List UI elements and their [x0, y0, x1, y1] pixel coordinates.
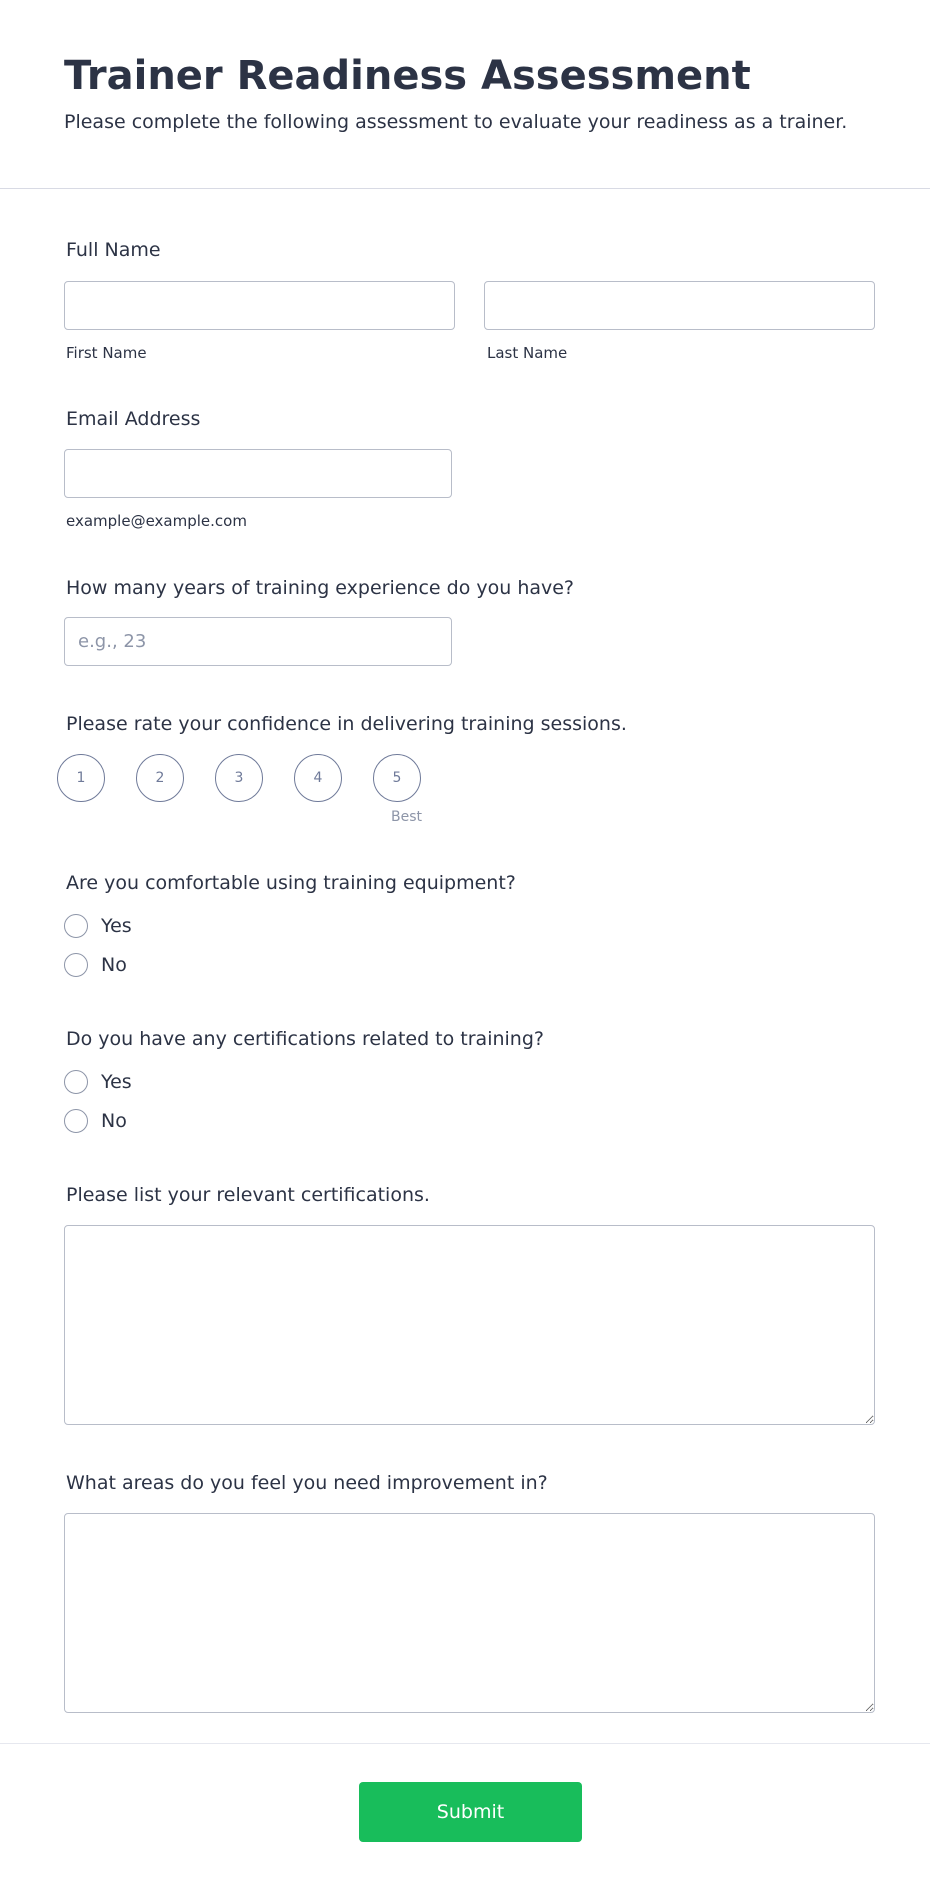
last-name-input[interactable]	[484, 281, 875, 330]
equipment-yes-label: Yes	[101, 915, 132, 937]
certifications-label: Do you have any certifications related to training?	[66, 1028, 544, 1050]
first-name-sublabel: First Name	[66, 344, 147, 362]
radio-circle-icon[interactable]	[64, 1070, 88, 1094]
email-label: Email Address	[66, 408, 201, 430]
radio-circle-icon[interactable]	[64, 914, 88, 938]
improvement-textarea[interactable]	[64, 1513, 875, 1713]
rating-option-4[interactable]: 4	[294, 754, 342, 802]
last-name-sublabel: Last Name	[487, 344, 568, 362]
radio-circle-icon[interactable]	[64, 1109, 88, 1133]
email-sublabel: example@example.com	[66, 512, 247, 530]
experience-label: How many years of training experience do you have?	[66, 577, 575, 599]
rating-option-3[interactable]: 3	[215, 754, 263, 802]
full-name-label: Full Name	[66, 239, 161, 261]
equipment-label: Are you comfortable using training equipment?	[66, 872, 516, 894]
first-name-input[interactable]	[64, 281, 455, 330]
rating-option-1[interactable]: 1	[57, 754, 105, 802]
form-subtitle: Please complete the following assessment to evaluate your readiness as a trainer.	[64, 111, 848, 133]
improvement-label: What areas do you feel you need improvement in?	[66, 1472, 548, 1494]
rating-option-2[interactable]: 2	[136, 754, 184, 802]
equipment-no-label: No	[101, 954, 127, 976]
form-header	[0, 0, 930, 189]
certifications-yes-label: Yes	[101, 1071, 132, 1093]
certifications-no-label: No	[101, 1110, 127, 1132]
rating-option-5[interactable]: 5	[373, 754, 421, 802]
email-input[interactable]	[64, 449, 452, 498]
submit-button[interactable]: Submit	[359, 1782, 582, 1842]
experience-input[interactable]	[64, 617, 452, 666]
certification-list-textarea[interactable]	[64, 1225, 875, 1425]
rating-best-label: Best	[391, 809, 423, 825]
radio-circle-icon[interactable]	[64, 953, 88, 977]
form-title: Trainer Readiness Assessment	[64, 53, 751, 99]
certification-list-label: Please list your relevant certifications.	[66, 1184, 430, 1206]
confidence-label: Please rate your confidence in delivering training sessions.	[66, 713, 627, 735]
